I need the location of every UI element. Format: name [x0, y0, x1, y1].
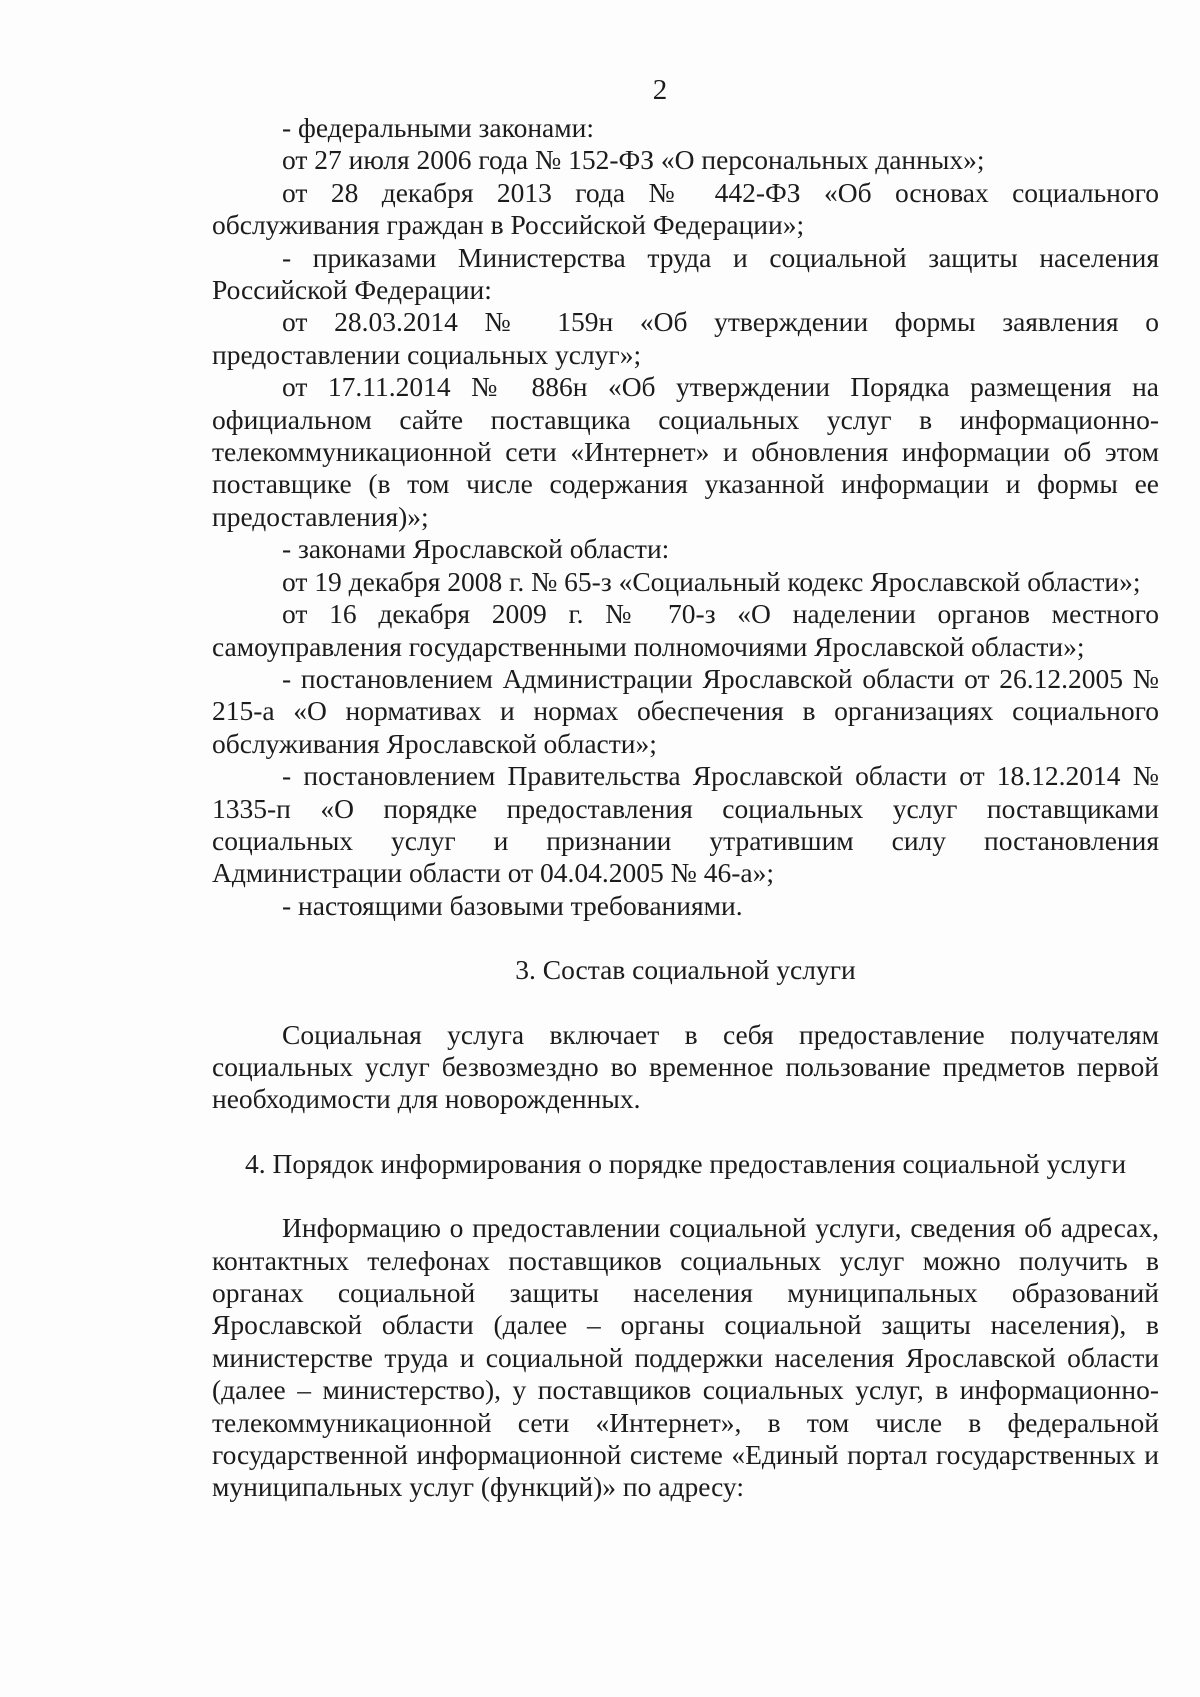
section-heading-3: 3. Состав социальной услуги [515, 954, 856, 986]
page-number: 2 [652, 74, 668, 106]
paragraph-resolution-1335p: - постановлением Правительства Ярославской области от 18.12.2014 № 1335-п «О порядке предоставления социальных услуг поставщиками социальных услуг и признании утратившим силу постановления Администрации области от 04.04.2005 № 46-а»; [212, 760, 1159, 889]
paragraph-service-composition: Социальная услуга включает в себя предоставление получателям социальных услуг безвозмездно во временное пользование предметов первой необходимости для новорожденных. [212, 1018, 1159, 1115]
paragraph-law-65z: от 19 декабря 2008 г. № 65-з «Социальный кодекс Ярославской области»; [282, 565, 1141, 597]
paragraph-order-886n: от 17.11.2014 № 886н «Об утверждении Порядка размещения на официальном сайте поставщика социальных услуг в информационно-телекоммуникационной сети «Интернет» и обновления информации об этом поставщике (в том числе содержания указанной информации и формы ее предоставления)»; [212, 371, 1159, 532]
paragraph-resolution-215a: - постановлением Администрации Ярославской области от 26.12.2005 № 215-а «О нормативах и нормах обеспечения в организациях социального обслуживания Ярославской области»; [212, 662, 1159, 759]
spacer [212, 1180, 1159, 1212]
paragraph-law-152: от 27 июля 2006 года № 152-ФЗ «О персональных данных»; [282, 144, 985, 176]
paragraph-information-procedure: Информацию о предоставлении социальной услуги, сведения об адресах, контактных телефонах поставщиков социальных услуг можно получить в органах социальной защиты населения муниципальных образований Ярославской области (далее – органы социальной защиты населения), в министерстве труда и социальной поддержки населения Ярославской области (далее – министерство), у поставщиков социальных услуг, в информационно-телекоммуникационной сети «Интернет», в том числе в федеральной государственной информационной системе «Единый портал государственных и муниципальных услуг (функций)» по адресу: [212, 1212, 1159, 1503]
paragraph-regional-laws: - законами Ярославской области: [282, 533, 670, 565]
paragraph-order-159n: от 28.03.2014 № 159н «Об утверждении формы заявления о предоставлении социальных услуг»; [212, 306, 1159, 370]
paragraph-law-70z: от 16 декабря 2009 г. № 70-з «О наделении органов местного самоуправления государственными полномочиями Ярославской области»; [212, 598, 1159, 662]
paragraph-base-requirements: - настоящими базовыми требованиями. [282, 889, 743, 921]
spacer [212, 987, 1159, 1019]
paragraph-federal-laws: - федеральными законами: [282, 112, 595, 143]
section-heading-4: 4. Порядок информирования о порядке предоставления социальной услуги [244, 1147, 1127, 1179]
paragraph-ministry-orders: - приказами Министерства труда и социальной защиты населения Российской Федерации: [212, 241, 1159, 306]
paragraph-law-442: от 28 декабря 2013 года № 442-ФЗ «Об основах социального обслуживания граждан в Российской Федерации»; [212, 176, 1159, 241]
spacer [212, 922, 1159, 954]
spacer [212, 1116, 1159, 1148]
document-body [212, 112, 1159, 1504]
